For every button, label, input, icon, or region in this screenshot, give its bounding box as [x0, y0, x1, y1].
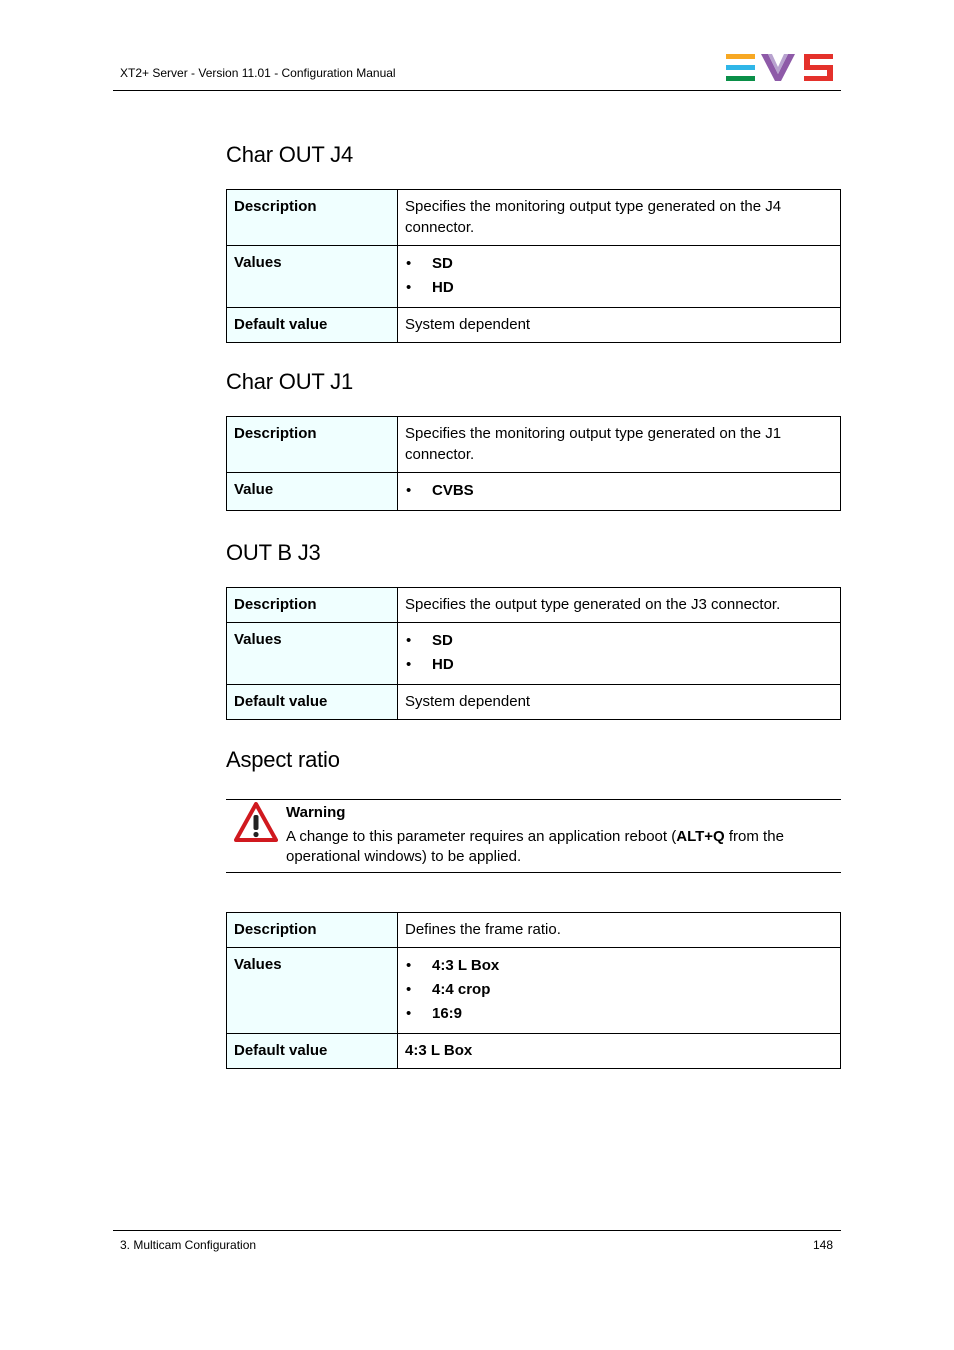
values-list [405, 629, 833, 677]
shortcut-key: ALT+Q [676, 828, 725, 845]
evs-logo [726, 54, 834, 82]
warning-triangle-icon [234, 802, 278, 842]
table-row [227, 623, 841, 685]
row-value: Specifies the output type generated on the J3 connector. [398, 588, 841, 623]
parameter-table-char-out-j1 [226, 416, 841, 511]
table-row [227, 913, 841, 948]
row-label: Default value [227, 308, 398, 343]
list-item: • 4:4 crop [405, 978, 833, 1002]
list-item: • CVBS [405, 479, 833, 503]
footer-chapter: 3. Multicam Configuration [120, 1238, 257, 1252]
warning-text: A change to this parameter requires an application reboot (ALT+Q from the operational windows) to be applied. [286, 828, 784, 865]
row-label: Default value [227, 685, 398, 720]
row-value: Specifies the monitoring output type generated on the J4 connector. [398, 190, 841, 246]
section-title-char-out-j4: Char OUT J4 [226, 142, 353, 167]
row-label: Description [227, 588, 398, 623]
table-row [227, 417, 841, 473]
row-value: System dependent [398, 308, 841, 343]
list-item: • 4:3 L Box [405, 954, 833, 978]
parameter-table-out-b-j3 [226, 587, 841, 720]
page-number: 148 [812, 1238, 833, 1252]
row-value: Specifies the monitoring output type generated on the J1 connector. [398, 417, 841, 473]
document-header-title: XT2+ Server - Version 11.01 - Configuration Manual [120, 66, 396, 80]
section-title-out-b-j3: OUT B J3 [226, 540, 321, 565]
section-title-char-out-j1: Char OUT J1 [226, 369, 353, 394]
section-title-aspect-ratio: Aspect ratio [226, 747, 340, 772]
warning-note [226, 799, 841, 873]
table-row [227, 588, 841, 623]
footer-divider [113, 1230, 841, 1231]
warning-title: Warning [286, 804, 346, 821]
list-item: • SD [405, 629, 833, 653]
list-item: • 16:9 [405, 1002, 833, 1026]
row-value: System dependent [398, 685, 841, 720]
table-row [227, 308, 841, 343]
row-label: Description [227, 417, 398, 473]
header-divider [113, 90, 841, 91]
values-list [405, 954, 833, 1026]
table-row [227, 685, 841, 720]
parameter-table-aspect-ratio [226, 912, 841, 1069]
row-label: Values [227, 246, 398, 308]
table-row [227, 1034, 841, 1069]
row-label: Value [227, 473, 398, 511]
values-list [405, 479, 833, 503]
table-row [227, 473, 841, 511]
row-label: Values [227, 623, 398, 685]
row-value: 4:3 L Box [398, 1034, 841, 1069]
row-label: Values [227, 948, 398, 1034]
row-label: Default value [227, 1034, 398, 1069]
list-item: • HD [405, 653, 833, 677]
row-label: Description [227, 913, 398, 948]
parameter-table-char-out-j4 [226, 189, 841, 343]
row-value: Defines the frame ratio. [398, 913, 841, 948]
table-row [227, 948, 841, 1034]
list-item: • HD [405, 276, 833, 300]
table-row [227, 246, 841, 308]
row-label: Description [227, 190, 398, 246]
list-item: • SD [405, 252, 833, 276]
values-list [405, 252, 833, 300]
table-row [227, 190, 841, 246]
